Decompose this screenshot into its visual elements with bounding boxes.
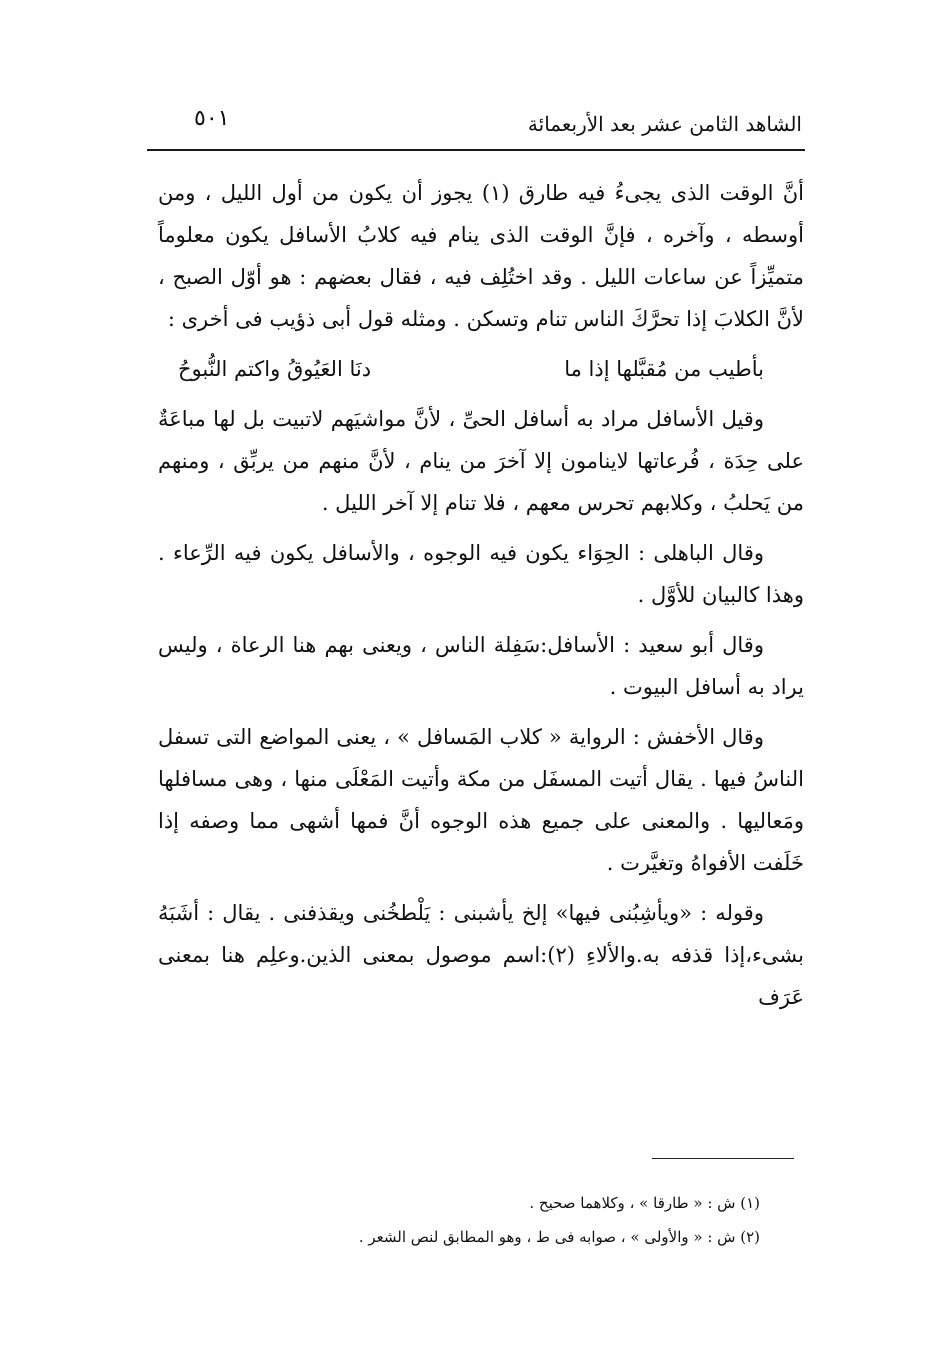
verse-line: [158, 348, 804, 390]
page-header: [150, 104, 802, 144]
paragraph-5: وقال الأخفش : الرواية « كلاب المَسافل » ، يعنى المواضع التى تسفل الناسُ فيها . يقال أتيت المسفَل من مكة وأتيت المَعْلَى منها ، وهى مسافلها ومَعاليها . والمعنى على جميع هذه الوجوه أنَّ فمها أشهى مما وصفه إذا خَلَفت الأفواهُ وتغيَّرت .: [158, 725, 804, 875]
page-number: ٥٠١: [194, 106, 230, 131]
paragraph-6: وقوله : «ويأشِبُنى فيها» إلخ يأشبنى : يَلْطخُنى ويقذفنى . يقال : أشَبَهُ بشىء،إذا قذفه به.والألاءِ (٢):اسم موصول بمعنى الذين.وعلِم هنا بمعنى عَرَف: [158, 901, 804, 1009]
running-title: الشاهد الثامن عشر بعد الأربعمائة: [527, 112, 802, 136]
paragraph-1: أنَّ الوقت الذى يجىءُ فيه طارق (١) يجوز أن يكون من أول الليل ، ومن أوسطه ، وآخره ، فإنَّ الوقت الذى ينام فيه كلابُ الأسافل يكون معلوماً متميِّزاً عن ساعات الليل . وقد اختُلِف فيه ، فقال بعضهم : هو أوّل الصبح ، لأنَّ الكلابَ إذا تحرَّكَ الناس تنام وتسكن . ومثله قول أبى ذؤيب فى أخرى :: [158, 181, 804, 331]
footnote-1: (١) ش : « طارقا » ، وكلاهما صحيح .: [529, 1194, 760, 1212]
paragraph-2: وقيل الأسافل مراد به أسافل الحىِّ ، لأنَّ مواشيَهم لاتبيت بل لها مباعَةٌ على حِدَة ، فُرعاتها لاينامون إلا آخرَ من ينام ، لأنَّ منهم من يربِّق ، ومنهم من يَحلبُ ، وكلابهم تحرس معهم ، فلا تنام إلا آخر الليل .: [158, 407, 804, 515]
footnotes: [300, 1186, 760, 1254]
paragraph-4: وقال أبو سعيد : الأسافل:سَفِلة الناس ، ويعنى بهم هنا الرعاة ، وليس يراد به أسافل البيوت .: [158, 633, 804, 699]
verse-second-hemistich: دنَا العَيُوقُ واكتم النُّبوحُ: [178, 357, 372, 381]
footnote-2: (٢) ش : « والأولى » ، صوابه فى ط ، وهو المطابق لنص الشعر .: [358, 1228, 760, 1246]
footnote-rule: [652, 1158, 794, 1159]
paragraph-3: وقال الباهلى : الحِوَاء يكون فيه الوجوه ، والأسافل يكون فيه الرِّعاء . وهذا كالبيان للأوَّل .: [158, 541, 804, 607]
header-rule: [147, 149, 805, 151]
verse-first-hemistich: بأطيب من مُقبَّلها إذا ما: [564, 357, 764, 381]
main-text: [158, 172, 804, 1026]
